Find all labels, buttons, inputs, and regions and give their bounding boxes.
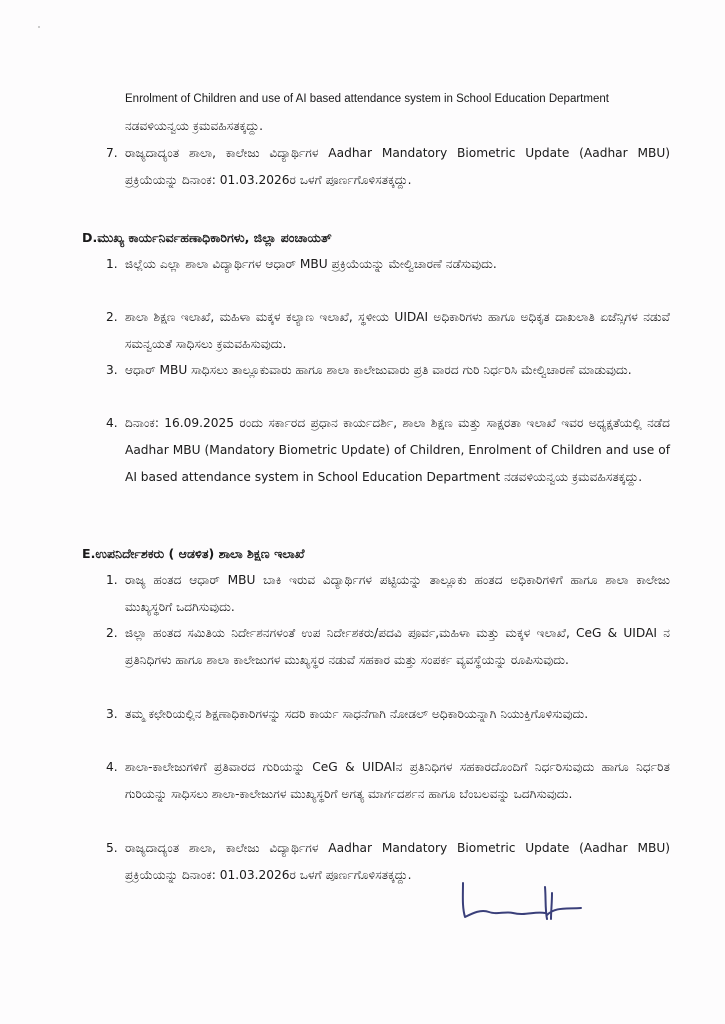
list-text: ಶಾಲಾ ಶಿಕ್ಷಣ ಇಲಾಖೆ, ಮಹಿಳಾ ಮಕ್ಕಳ ಕಲ್ಯಾಣ ಇಲಾಖೆ, ಸ್ಥಳೀಯ UIDAI ಅಧಿಕಾರಿಗಳು ಹಾಗೂ ಅಧಿಕೃತ ದಾಖಲಾತಿ ಏಜೆನ್ಸಿಗಳ ನಡುವೆ ಸಮನ್ವಯತೆ ಸಾಧಿಸಲು ಕ್ರಮವಹಿಸುವುದು. — [125, 310, 670, 351]
section-d-heading: D.ಮುಖ್ಯ ಕಾರ್ಯನಿರ್ವಹಣಾಧಿಕಾರಿಗಳು, ಜಿಲ್ಲಾ ಪಂಚಾಯತ್ — [82, 230, 332, 245]
list-item-d1 — [106, 251, 670, 278]
list-text: ತಮ್ಮ ಕಛೇರಿಯಲ್ಲಿನ ಶಿಕ್ಷಣಾಧಿಕಾರಿಗಳನ್ನು ಸದರಿ ಕಾರ್ಯ ಸಾಧನೆಗಾಗಿ ನೋಡಲ್ ಅಧಿಕಾರಿಯನ್ನಾಗಿ ನಿಯುಕ್ತಿಗೊಳಿಸುವುದು. — [125, 707, 589, 721]
list-item-d2 — [106, 304, 670, 358]
list-item-e2 — [106, 620, 670, 674]
list-number: 7. — [106, 146, 118, 160]
scan-speck — [38, 26, 40, 28]
list-number: 5. — [106, 841, 118, 855]
list-item-e3 — [106, 701, 670, 728]
list-text: ಶಾಲಾ-ಕಾಲೇಜುಗಳಿಗೆ ಪ್ರತಿವಾರದ ಗುರಿಯನ್ನು CeG & UIDAIನ ಪ್ರತಿನಿಧಿಗಳ ಸಹಕಾರದೊಂದಿಗೆ ನಿರ್ಧರಿಸುವುದು ಹಾಗೂ ನಿರ್ಧರಿತ ಗುರಿಯನ್ನು ಸಾಧಿಸಲು ಶಾಲಾ-ಕಾಲೇಜುಗಳ ಮುಖ್ಯಸ್ಥರಿಗೆ ಅಗತ್ಯ ಮಾರ್ಗದರ್ಶನ ಹಾಗೂ ಬೆಂಬಲವನ್ನು ಒದಗಿಸುವುದು. — [125, 760, 670, 801]
list-text: ಆಧಾರ್ MBU ಸಾಧಿಸಲು ತಾಲ್ಲೂಕುವಾರು ಹಾಗೂ ಶಾಲಾ ಕಾಲೇಜುವಾರು ಪ್ರತಿ ವಾರದ ಗುರಿ ನಿರ್ಧರಿಸಿ ಮೇಲ್ವಿಚಾರಣೆ ಮಾಡುವುದು. — [125, 363, 632, 377]
list-number: 4. — [106, 760, 118, 774]
list-item-d3 — [106, 357, 670, 384]
list-number: 1. — [106, 257, 118, 271]
list-item-c7 — [106, 140, 670, 194]
signature-stroke — [463, 883, 581, 919]
list-number: 3. — [106, 707, 118, 721]
list-number: 2. — [106, 310, 118, 324]
section-e-heading: E.ಉಪನಿರ್ದೇಶಕರು ( ಆಡಳಿತ) ಶಾಲಾ ಶಿಕ್ಷಣ ಇಲಾಖೆ — [82, 546, 305, 561]
list-item-e4 — [106, 754, 670, 808]
list-number: 2. — [106, 626, 118, 640]
list-text: ದಿನಾಂಕ: 16.09.2025 ರಂದು ಸರ್ಕಾರದ ಪ್ರಧಾನ ಕಾರ್ಯದರ್ಶಿ, ಶಾಲಾ ಶಿಕ್ಷಣ ಮತ್ತು ಸಾಕ್ಷರತಾ ಇಲಾಖೆ ಇವರ ಅಧ್ಯಕ್ಷತೆಯಲ್ಲಿ ನಡೆದ Aadhar MBU (Mandatory Biometric Update) of Children, Enrolment of Children and use of AI based attendance system in School Education Department ನಡವಳಿಯನ್ವಯ ಕ್ರಮವಹಿಸತಕ್ಕದ್ದು. — [125, 416, 670, 484]
list-text: ಜಿಲ್ಲೆಯ ಎಲ್ಲಾ ಶಾಲಾ ವಿದ್ಯಾರ್ಥಿಗಳ ಆಧಾರ್ MBU ಪ್ರಕ್ರಿಯೆಯನ್ನು ಮೇಲ್ವಿಚಾರಣೆ ನಡೆಸುವುದು. — [125, 257, 497, 271]
list-text: ರಾಜ್ಯ ಹಂತದ ಆಧಾರ್ MBU ಬಾಕಿ ಇರುವ ವಿದ್ಯಾರ್ಥಿಗಳ ಪಟ್ಟಿಯನ್ನು ತಾಲ್ಲೂಕು ಹಂತದ ಅಧಿಕಾರಿಗಳಿಗೆ ಹಾಗೂ ಶಾಲಾ ಕಾಲೇಜು ಮುಖ್ಯಸ್ಥರಿಗೆ ಒದಗಿಸುವುದು. — [125, 573, 670, 614]
list-number: 4. — [106, 416, 118, 430]
list-text: ರಾಜ್ಯದಾದ್ಯಂತ ಶಾಲಾ, ಕಾಲೇಜು ವಿದ್ಯಾರ್ಥಿಗಳ Aadhar Mandatory Biometric Update (Aadhar MBU) ಪ್ರಕ್ರಿಯೆಯನ್ನು ದಿನಾಂಕ: 01.03.2026ರ ಒಳಗೆ ಪೂರ್ಣಗೊಳಿಸತಕ್ಕದ್ದು. — [125, 841, 670, 882]
list-text: ರಾಜ್ಯದಾದ್ಯಂತ ಶಾಲಾ, ಕಾಲೇಜು ವಿದ್ಯಾರ್ಥಿಗಳ Aadhar Mandatory Biometric Update (Aadhar MBU) ಪ್ರಕ್ರಿಯೆಯನ್ನು ದಿನಾಂಕ: 01.03.2026ರ ಒಳಗೆ ಪೂರ್ಣಗೊಳಿಸತಕ್ಕದ್ದು. — [125, 146, 670, 187]
signature — [455, 875, 595, 925]
continuation-line-english: Enrolment of Children and use of AI based attendance system in School Education Department — [125, 93, 609, 105]
list-number: 1. — [106, 573, 118, 587]
list-text: ಜಿಲ್ಲಾ ಹಂತದ ಸಮಿತಿಯ ನಿರ್ದೇಶನಗಳಂತೆ ಉಪ ನಿರ್ದೇಶಕರು/ಪದವಿ ಪೂರ್ವ,ಮಹಿಳಾ ಮತ್ತು ಮಕ್ಕಳ ಇಲಾಖೆ, CeG & UIDAI ನ ಪ್ರತಿನಿಧಿಗಳು ಹಾಗೂ ಶಾಲಾ ಕಾಲೇಜುಗಳ ಮುಖ್ಯಸ್ಥರ ನಡುವೆ ಸಹಕಾರ ಮತ್ತು ಸಂಪರ್ಕ ವ್ಯವಸ್ಥೆಯನ್ನು ರೂಪಿಸುವುದು. — [125, 626, 670, 667]
list-item-e1 — [106, 567, 670, 621]
list-item-d4 — [106, 410, 670, 491]
continuation-line-kannada: ನಡವಳಿಯನ್ವಯ ಕ್ರಮವಹಿಸತಕ್ಕದ್ದು. — [125, 119, 264, 133]
list-number: 3. — [106, 363, 118, 377]
